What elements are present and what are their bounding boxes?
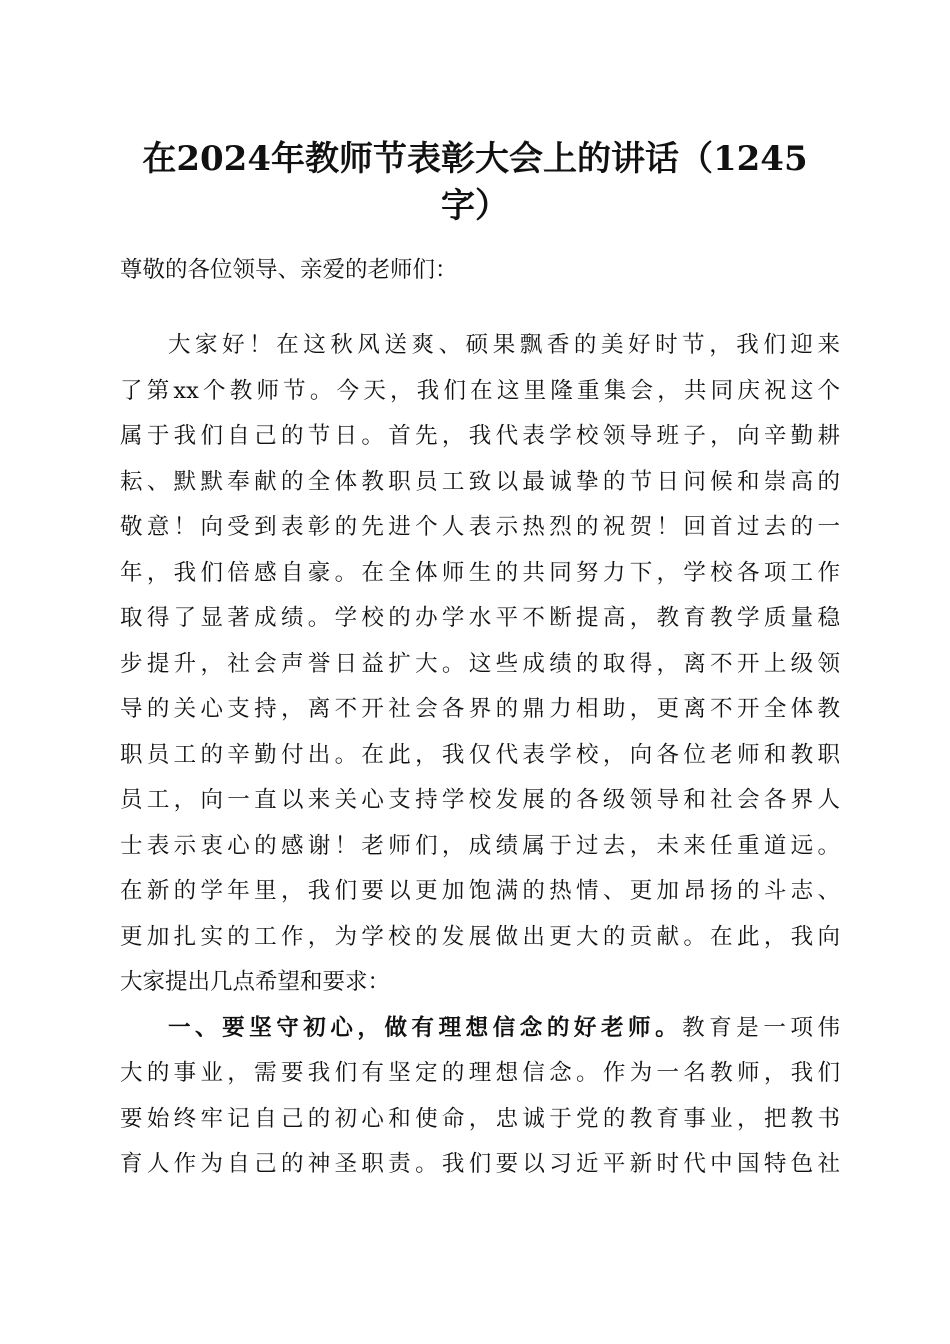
paragraph-line: 敬意！向受到表彰的先进个人表示热烈的祝贺！回首过去的一	[120, 514, 840, 540]
section-1-first-line-text: 教育是一项伟	[682, 1014, 840, 1041]
document-title	[120, 136, 830, 230]
paragraph-line: 步提升，社会声誉日益扩大。这些成绩的取得，离不开上级领	[120, 650, 840, 677]
section-1-first-line	[120, 1006, 840, 1052]
paragraph-line: 士表示衷心的感谢！老师们，成绩属于过去，未来任重道远。	[120, 832, 840, 859]
speech-body	[120, 323, 840, 1188]
paragraph-line: 属于我们自己的节日。首先，我代表学校领导班子，向辛勤耕	[120, 423, 840, 449]
salutation: 尊敬的各位领导、亲爱的老师们：	[120, 257, 458, 283]
paragraph-line: 大家好！在这秋风送爽、硕果飘香的美好时节，我们迎来	[168, 332, 840, 358]
paragraph-line: 育人作为自己的神圣职责。我们要以习近平新时代中国特色社	[120, 1151, 840, 1177]
paragraph-line: 要始终牢记自己的初心和使命，忠诚于党的教育事业，把教书	[120, 1105, 840, 1132]
title-line-2: 字）	[441, 186, 509, 226]
paragraph-line: 年，我们倍感自豪。在全体师生的共同努力下，学校各项工作	[120, 559, 840, 586]
paragraph-line: 导的关心支持，离不开社会各界的鼎力相助，更离不开全体教	[120, 696, 840, 722]
paragraph-line: 在新的学年里，我们要以更加饱满的热情、更加昂扬的斗志、	[120, 878, 840, 904]
paragraph-line: 大的事业，需要我们有坚定的理想信念。作为一名教师，我们	[120, 1060, 840, 1086]
paragraph-line: 了第xx个教师节。今天，我们在这里隆重集会，共同庆祝这个	[120, 377, 840, 404]
paragraph-line: 取得了显著成绩。学校的办学水平不断提高，教育教学质量稳	[120, 605, 840, 631]
paragraph-line: 大家提出几点希望和要求：	[120, 969, 391, 995]
paragraph-line: 职员工的辛勤付出。在此，我仅代表学校，向各位老师和教职	[120, 741, 840, 768]
paragraph-line: 更加扎实的工作，为学校的发展做出更大的贡献。在此，我向	[120, 923, 840, 950]
paragraph-line: 耘、默默奉献的全体教职员工致以最诚挚的节日问候和崇高的	[120, 468, 840, 495]
title-line-1: 在2024年教师节表彰大会上的讲话（1245	[142, 139, 808, 179]
paragraph-line: 员工，向一直以来关心支持学校发展的各级领导和社会各界人	[120, 787, 840, 813]
section-1-heading: 一、要坚守初心，做有理想信念的好老师。	[168, 1014, 683, 1041]
